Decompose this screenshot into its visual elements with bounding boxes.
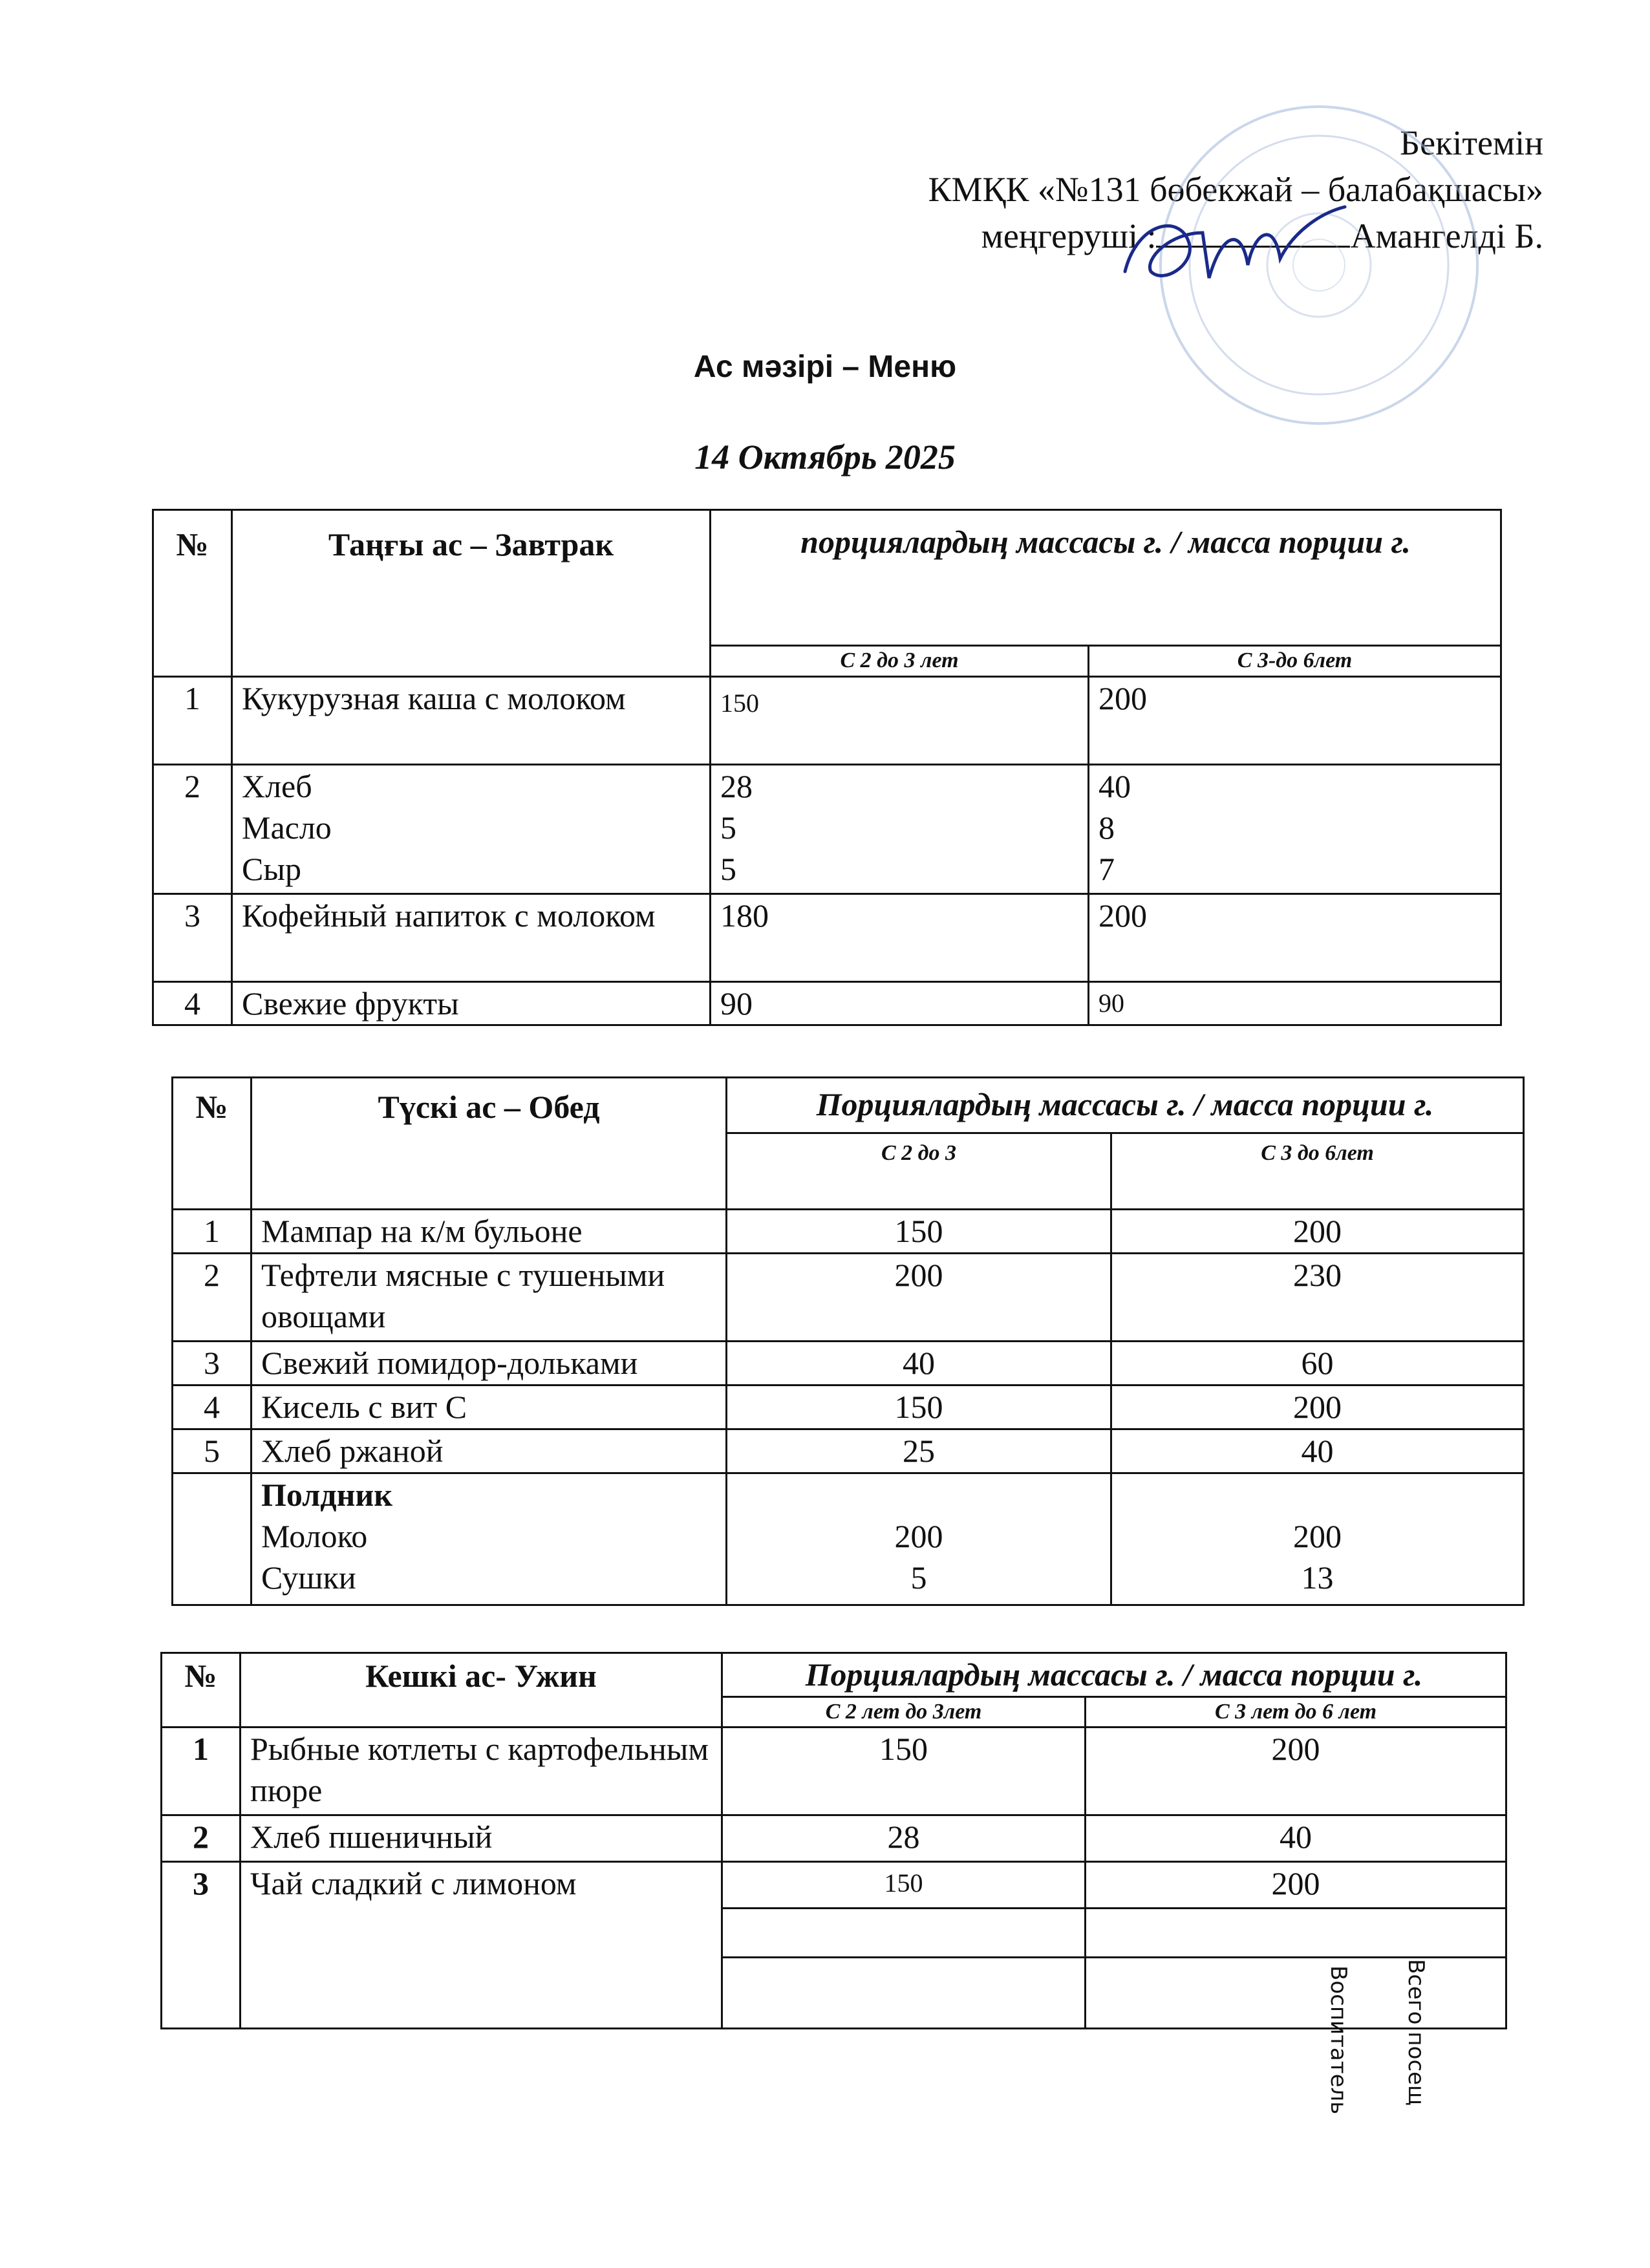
dish-name: Кисель с вит С — [252, 1385, 727, 1429]
portion-3-6: 230 — [1111, 1254, 1524, 1342]
empty-cell — [1086, 1958, 1506, 2029]
portion-3-6-list — [1089, 765, 1501, 894]
dish-name: Молоко — [261, 1518, 368, 1554]
portion-3-6: 7 — [1098, 851, 1115, 887]
table-row — [153, 765, 1501, 894]
dish-name: Сушки — [261, 1559, 356, 1596]
empty-cell — [1086, 1909, 1506, 1958]
kindergarten-name: КМҚК «№131 бөбекжай – балабақшасы» — [928, 170, 1543, 209]
dish-name: Свежие фрукты — [232, 982, 711, 1025]
row-number: 3 — [153, 894, 232, 982]
row-number: 4 — [173, 1385, 252, 1429]
portion-2-3: 150 — [722, 1728, 1086, 1815]
table-row — [173, 1385, 1524, 1429]
dish-name: Свежий помидор-дольками — [252, 1342, 727, 1385]
portion-2-3: 180 — [711, 894, 1089, 982]
portion-2-3: 150 — [727, 1385, 1111, 1429]
portion-3-6: 60 — [1111, 1342, 1524, 1385]
portion-3-6: 13 — [1301, 1559, 1334, 1596]
breakfast-col-name: Таңғы ас – Завтрак — [232, 510, 711, 677]
dish-name-list — [232, 765, 711, 894]
table-row — [153, 982, 1501, 1025]
portion-3-6-list — [1111, 1473, 1524, 1605]
portion-3-6: 40 — [1098, 768, 1131, 804]
menu-title: Ас мәзірі – Меню — [693, 350, 957, 384]
portion-3-6: 40 — [1111, 1429, 1524, 1473]
lunch-sub-3-6: С 3 до 6лет — [1111, 1133, 1524, 1210]
side-notes — [1325, 1959, 1442, 2153]
row-number: 1 — [173, 1210, 252, 1254]
portion-3-6: 90 — [1089, 982, 1501, 1025]
portion-3-6: 200 — [1086, 1728, 1506, 1815]
portion-2-3: 40 — [727, 1342, 1111, 1385]
manager-label: меңгеруші : — [981, 217, 1157, 255]
portion-2-3: 200 — [727, 1254, 1111, 1342]
portion-2-3-list — [727, 1473, 1111, 1605]
table-row — [173, 1342, 1524, 1385]
table-row — [162, 1815, 1506, 1862]
portion-3-6: 200 — [1089, 894, 1501, 982]
lunch-header-row — [173, 1078, 1524, 1133]
portion-2-3: 5 — [910, 1559, 927, 1596]
portion-2-3: 28 — [722, 1815, 1086, 1862]
portion-2-3: 150 — [727, 1210, 1111, 1254]
table-row — [153, 677, 1501, 765]
dish-name: Кукурузная каша с молоком — [232, 677, 711, 765]
dinner-sub-3-6: С 3 лет до 6 лет — [1086, 1697, 1506, 1728]
dish-name: Чай сладкий с лимоном — [241, 1862, 722, 2029]
breakfast-col-num: № — [153, 510, 232, 677]
manager-name: Амангелді Б. — [1350, 217, 1543, 255]
portion-3-6: 200 — [1089, 677, 1501, 765]
portion-2-3: 25 — [727, 1429, 1111, 1473]
portion-2-3: 5 — [720, 851, 736, 887]
dish-name: Хлеб — [242, 768, 312, 804]
row-number: 4 — [153, 982, 232, 1025]
portion-2-3: 200 — [894, 1518, 943, 1554]
portion-3-6: 40 — [1086, 1815, 1506, 1862]
portion-2-3: 28 — [720, 768, 753, 804]
teacher-note: Воспитатель — [1325, 1965, 1351, 2115]
dinner-table — [160, 1652, 1507, 2029]
lunch-sub-2-3: С 2 до 3 — [727, 1133, 1111, 1210]
breakfast-table — [152, 509, 1502, 1026]
table-row — [162, 1728, 1506, 1815]
table-row — [153, 894, 1501, 982]
table-row — [173, 1429, 1524, 1473]
portion-3-6: 200 — [1111, 1385, 1524, 1429]
table-row — [173, 1210, 1524, 1254]
row-number: 5 — [173, 1429, 252, 1473]
dinner-col-mass: Порциялардың массасы г. / масса порции г. — [722, 1653, 1506, 1697]
snack-dish-list — [252, 1473, 727, 1605]
lunch-col-mass: Порциялардың массасы г. / масса порции г. — [727, 1078, 1524, 1133]
menu-date: 14 Октябрь 2025 — [694, 438, 956, 476]
portion-3-6: 8 — [1098, 809, 1115, 846]
portion-3-6: 200 — [1293, 1518, 1342, 1554]
dish-name: Хлеб ржаной — [252, 1429, 727, 1473]
empty-cell — [722, 1958, 1086, 2029]
row-number: 2 — [153, 765, 232, 894]
dinner-col-num: № — [162, 1653, 241, 1728]
row-number: 1 — [162, 1728, 241, 1815]
dish-name: Масло — [242, 809, 332, 846]
row-number: 2 — [162, 1815, 241, 1862]
lunch-table — [171, 1076, 1525, 1606]
portion-3-6: 200 — [1086, 1862, 1506, 1909]
row-number: 3 — [162, 1862, 241, 2029]
dish-name: Кофейный напиток с молоком — [232, 894, 711, 982]
dish-name: Сыр — [242, 851, 301, 887]
breakfast-header-row — [153, 510, 1501, 646]
portion-3-6: 200 — [1111, 1210, 1524, 1254]
snack-title: Полдник — [261, 1477, 393, 1513]
approval-title: Бекітемін — [1400, 123, 1543, 162]
table-row — [162, 1862, 1506, 1909]
row-number: 1 — [153, 677, 232, 765]
portion-2-3: 5 — [720, 809, 736, 846]
breakfast-sub-2-3: С 2 до 3 лет — [711, 646, 1089, 677]
signature-icon — [1112, 194, 1358, 304]
total-visits-note: Всего посещ — [1403, 1959, 1429, 2106]
portion-2-3-list — [711, 765, 1089, 894]
portion-2-3: 90 — [711, 982, 1089, 1025]
row-number: 2 — [173, 1254, 252, 1342]
dish-name: Тефтели мясные с тушеными овощами — [252, 1254, 727, 1342]
dinner-col-name: Кешкі ас- Ужин — [241, 1653, 722, 1728]
breakfast-sub-3-6: С 3-до 6лет — [1089, 646, 1501, 677]
dish-name: Мампар на к/м бульоне — [252, 1210, 727, 1254]
lunch-col-name: Түскі ас – Обед — [252, 1078, 727, 1210]
lunch-col-num: № — [173, 1078, 252, 1210]
dinner-sub-2-3: С 2 лет до 3лет — [722, 1697, 1086, 1728]
empty-cell — [722, 1909, 1086, 1958]
breakfast-col-mass: порциялардың массасы г. / масса порции г. — [711, 510, 1501, 646]
dish-name: Хлеб пшеничный — [241, 1815, 722, 1862]
dinner-header-row — [162, 1653, 1506, 1697]
snack-row — [173, 1473, 1524, 1605]
portion-2-3: 150 — [711, 677, 1089, 765]
row-number: 3 — [173, 1342, 252, 1385]
table-row — [173, 1254, 1524, 1342]
dish-name: Рыбные котлеты с картофельным пюре — [241, 1728, 722, 1815]
row-number — [173, 1473, 252, 1605]
portion-2-3: 150 — [722, 1862, 1086, 1909]
